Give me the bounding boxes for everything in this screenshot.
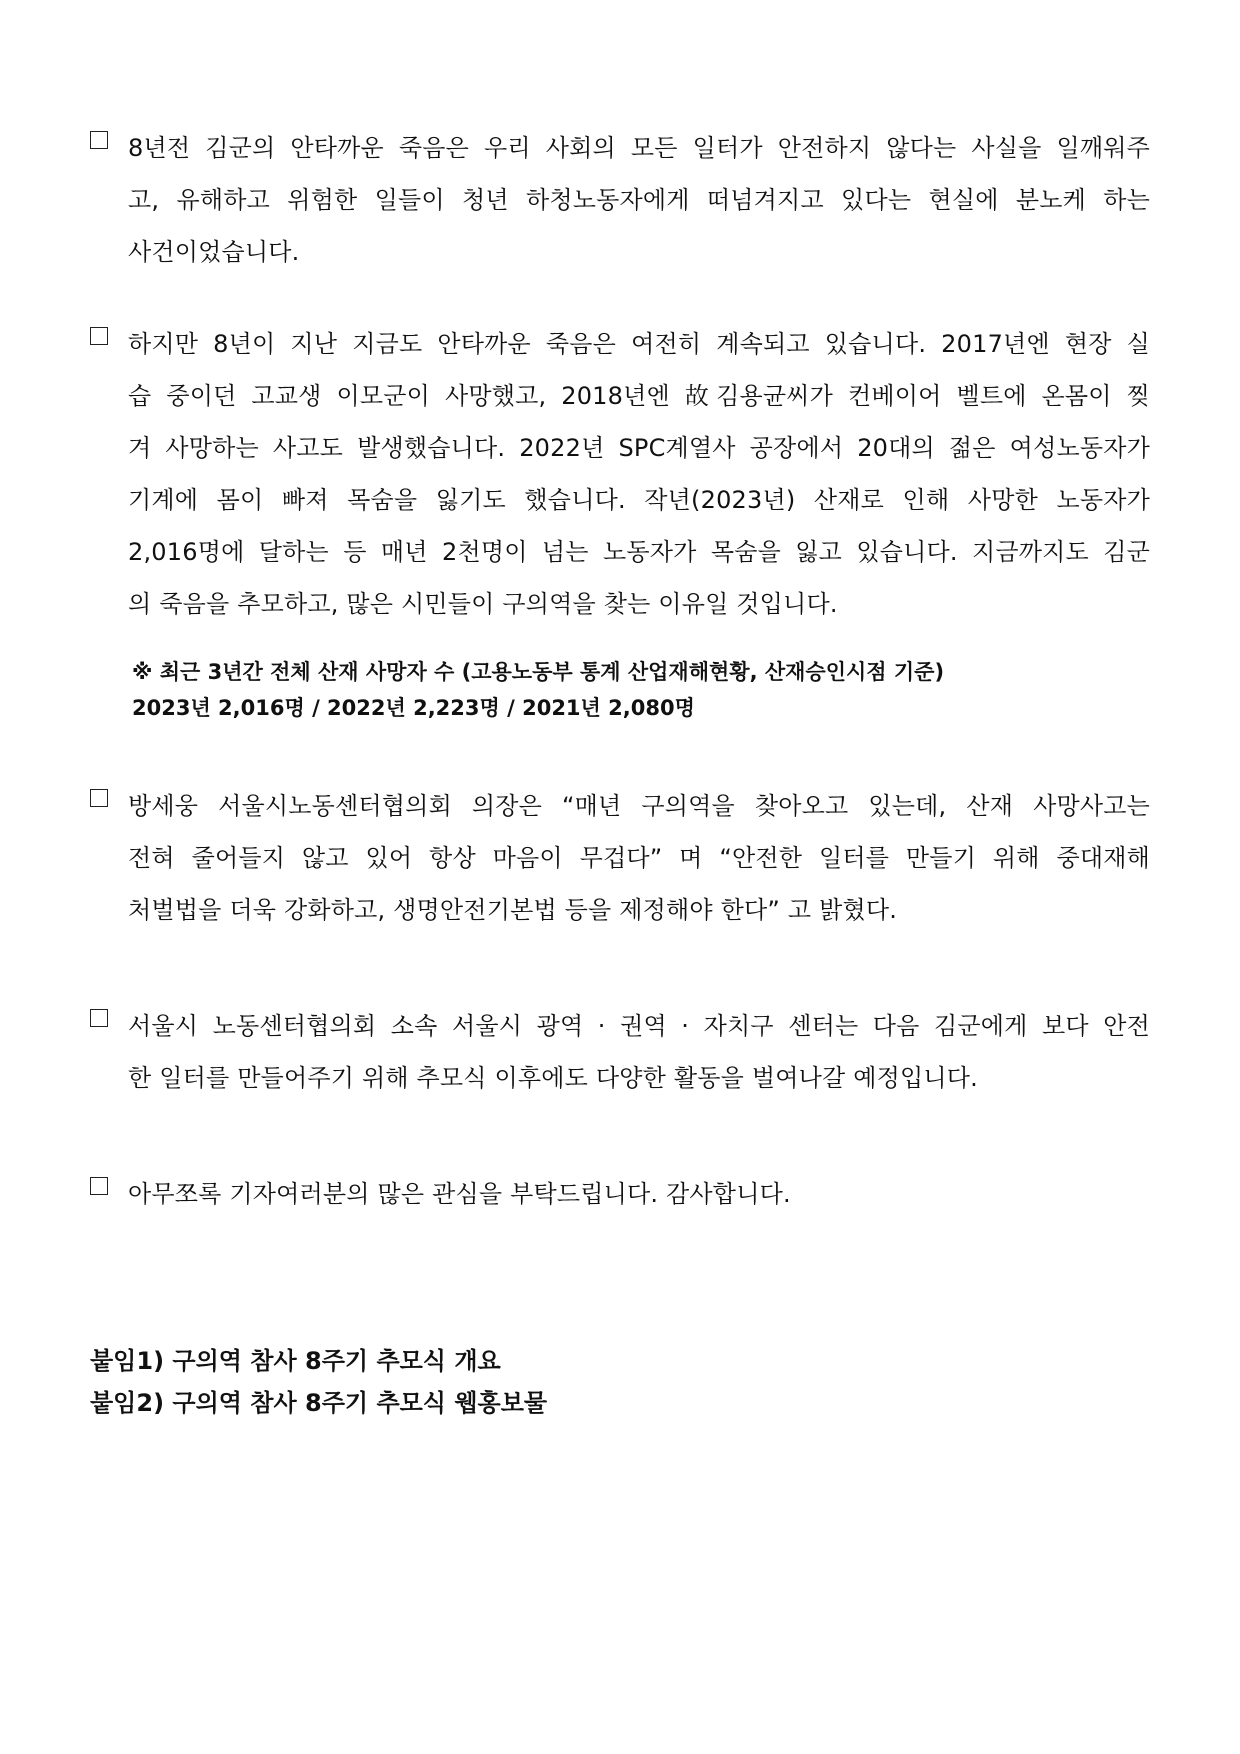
paragraph-line: 서울시 노동센터협의회 소속 서울시 광역 · 권역 · 자치구 센터는 다음 김군에게 보다 안전 <box>128 1012 1150 1040</box>
paragraph-line: 처벌법을 더욱 강화하고, 생명안전기본법 등을 제정해야 한다” 고 밝혔다. <box>128 896 898 924</box>
paragraph-text <box>128 780 1150 936</box>
paragraph-text <box>128 1168 1150 1220</box>
checkbox-bullet-icon <box>90 1177 108 1195</box>
paragraph-text <box>128 122 1150 278</box>
paragraph-line: 전혀 줄어들지 않고 있어 항상 마음이 무겁다” 며 “안전한 일터를 만들기 위해 중대재해 <box>128 844 1150 872</box>
paragraph-text <box>128 318 1150 630</box>
checkbox-bullet-icon <box>90 789 108 807</box>
statistics-note-values: 2023년 2,016명 / 2022년 2,223명 / 2021년 2,080명 <box>132 696 695 720</box>
paragraph-line: 2,016명에 달하는 등 매년 2천명이 넘는 노동자가 목숨을 잃고 있습니다. 지금까지도 김군 <box>128 538 1150 566</box>
checkbox-bullet-icon <box>90 327 108 345</box>
paragraph-line: 방세웅 서울시노동센터협의회 의장은 “매년 구의역을 찾아오고 있는데, 산재 사망사고는 <box>128 792 1150 820</box>
attachment-list <box>90 1340 547 1424</box>
paragraph-line: 습 중이던 고교생 이모군이 사망했고, 2018년엔 故김용균씨가 컨베이어 벨트에 온몸이 찢 <box>128 382 1150 410</box>
attachment-item-1: 붙임1) 구의역 참사 8주기 추모식 개요 <box>90 1347 501 1375</box>
paragraph-text <box>128 1000 1150 1104</box>
paragraph-line: 기계에 몸이 빠져 목숨을 잃기도 했습니다. 작년(2023년) 산재로 인해 사망한 노동자가 <box>128 486 1150 514</box>
paragraph-line: 겨 사망하는 사고도 발생했습니다. 2022년 SPC계열사 공장에서 20대의 젊은 여성노동자가 <box>128 434 1150 462</box>
paragraph-line: 아무쪼록 기자여러분의 많은 관심을 부탁드립니다. 감사합니다. <box>128 1180 791 1208</box>
paragraph-1 <box>90 122 1150 278</box>
paragraph-4 <box>90 1000 1150 1104</box>
paragraph-line: 고, 유해하고 위험한 일들이 청년 하청노동자에게 떠넘겨지고 있다는 현실에 분노케 하는 <box>128 186 1150 214</box>
statistics-note-title: ※ 최근 3년간 전체 산재 사망자 수 (고용노동부 통계 산업재해현황, 산재승인시점 기준) <box>132 660 945 684</box>
paragraph-line: 하지만 8년이 지난 지금도 안타까운 죽음은 여전히 계속되고 있습니다. 2017년엔 현장 실 <box>128 330 1150 358</box>
paragraph-line: 의 죽음을 추모하고, 많은 시민들이 구의역을 찾는 이유일 것입니다. <box>128 590 838 618</box>
checkbox-bullet-icon <box>90 131 108 149</box>
paragraph-line: 한 일터를 만들어주기 위해 추모식 이후에도 다양한 활동을 벌여나갈 예정입니다. <box>128 1064 978 1092</box>
paragraph-2 <box>90 318 1150 630</box>
paragraph-line: 사건이었습니다. <box>128 238 300 266</box>
attachment-item-2: 붙임2) 구의역 참사 8주기 추모식 웹홍보물 <box>90 1389 548 1417</box>
checkbox-bullet-icon <box>90 1009 108 1027</box>
paragraph-5 <box>90 1168 1150 1220</box>
paragraph-3 <box>90 780 1150 936</box>
statistics-note <box>132 654 1132 726</box>
paragraph-line: 8년전 김군의 안타까운 죽음은 우리 사회의 모든 일터가 안전하지 않다는 사실을 일깨워주 <box>128 134 1150 162</box>
